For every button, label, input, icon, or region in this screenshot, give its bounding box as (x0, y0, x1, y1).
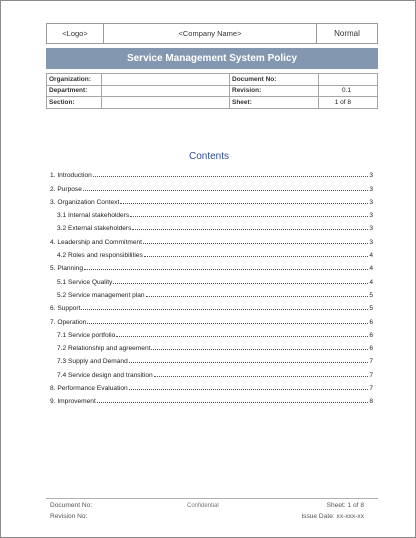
table-of-contents (50, 166, 373, 405)
toc-page-number: 3 (369, 225, 373, 233)
toc-leader-dots (151, 349, 368, 350)
toc-entry[interactable] (50, 286, 373, 299)
toc-page-number: 3 (369, 172, 373, 180)
toc-entry-text: 2. Purpose (50, 185, 82, 193)
section-label: Section: (47, 97, 102, 109)
toc-entry-text: 3.1 Internal stakeholders (57, 212, 130, 220)
toc-page-number: 3 (369, 238, 373, 246)
toc-leader-dots (93, 176, 369, 177)
toc-leader-dots (97, 402, 369, 403)
sheet-label: Sheet: (230, 97, 319, 109)
toc-leader-dots (81, 309, 368, 310)
toc-page-number: 4 (369, 278, 373, 286)
contents-heading: Contents (188, 151, 230, 162)
toc-leader-dots (113, 283, 368, 284)
toc-entry[interactable] (50, 392, 373, 405)
toc-entry-text: 1. Introduction (50, 172, 92, 180)
meta-row (47, 74, 378, 86)
toc-leader-dots (144, 256, 369, 257)
meta-row (47, 97, 378, 109)
toc-leader-dots (129, 389, 369, 390)
toc-entry-text: 3. Organization Context (50, 198, 120, 206)
toc-page-number: 7 (369, 358, 373, 366)
organization-value (102, 74, 230, 86)
department-label: Department: (47, 85, 102, 97)
toc-page-number: 4 (369, 252, 373, 260)
toc-page-number: 5 (369, 291, 373, 299)
footer-confidential: Confidential (187, 503, 219, 509)
revision-value: 0.1 (319, 85, 378, 97)
toc-leader-dots (129, 362, 369, 363)
toc-page-number: 6 (369, 331, 373, 339)
toc-entry-text: 6. Support (50, 305, 81, 313)
toc-entry[interactable] (50, 259, 373, 272)
toc-leader-dots (143, 243, 368, 244)
toc-leader-dots (154, 376, 369, 377)
toc-entry[interactable] (50, 352, 373, 365)
toc-entry[interactable] (50, 326, 373, 339)
toc-entry-text: 8. Performance Evaluation (50, 385, 128, 393)
toc-leader-dots (83, 190, 368, 191)
toc-leader-dots (132, 229, 368, 230)
toc-entry[interactable] (50, 272, 373, 285)
meta-row (47, 85, 378, 97)
document-title: Service Management System Policy (46, 48, 378, 69)
toc-page-number: 5 (369, 305, 373, 313)
toc-entry-text: 5.1 Service Quality (57, 278, 113, 286)
toc-entry-text: 7.1 Service portfolio (57, 331, 116, 339)
toc-entry[interactable] (50, 166, 373, 179)
toc-entry-text: 5.2 Service management plan (57, 291, 145, 299)
footer-divider (46, 498, 378, 499)
toc-leader-dots (84, 269, 368, 270)
toc-entry[interactable] (50, 365, 373, 378)
footer-sheet: Sheet: 1 of 8 (326, 502, 364, 509)
logo-placeholder: <Logo> (47, 24, 104, 43)
classification-label: Normal (334, 29, 360, 38)
toc-page-number: 3 (369, 185, 373, 193)
toc-entry[interactable] (50, 193, 373, 206)
toc-entry[interactable] (50, 339, 373, 352)
toc-page-number: 8 (369, 398, 373, 406)
toc-entry[interactable] (50, 312, 373, 325)
toc-entry[interactable] (50, 299, 373, 312)
footer-revision-no: Revision No: (50, 513, 88, 520)
toc-page-number: 6 (369, 318, 373, 326)
company-name: <Company Name> (104, 24, 317, 43)
toc-entry[interactable] (50, 206, 373, 219)
toc-entry-text: 4. Leadership and Commitment (50, 238, 142, 246)
toc-entry[interactable] (50, 379, 373, 392)
toc-leader-dots (87, 323, 368, 324)
toc-page-number: 7 (369, 371, 373, 379)
document-no-value (319, 74, 378, 86)
toc-entry[interactable] (50, 179, 373, 192)
toc-page-number: 7 (369, 385, 373, 393)
toc-leader-dots (116, 336, 368, 337)
toc-entry-text: 4.2 Roles and responsibilities (57, 252, 143, 260)
document-meta-table (46, 73, 378, 109)
footer-document-no: Document No: (50, 502, 93, 509)
department-value (102, 85, 230, 97)
toc-entry-text: 3.2 External stakeholders (57, 225, 132, 233)
toc-page-number: 3 (369, 212, 373, 220)
toc-page-number: 4 (369, 265, 373, 273)
header-table (46, 23, 378, 44)
toc-entry-text: 7.4 Service design and transition (57, 371, 153, 379)
toc-entry[interactable] (50, 219, 373, 232)
section-value (102, 97, 230, 109)
toc-entry-text: 5. Planning (50, 265, 83, 273)
toc-entry-text: 7.3 Supply and Demand (57, 358, 128, 366)
toc-leader-dots (146, 296, 369, 297)
toc-entry[interactable] (50, 246, 373, 259)
sheet-value: 1 of 8 (319, 97, 378, 109)
document-no-label: Document No: (230, 74, 319, 86)
organization-label: Organization: (47, 74, 102, 86)
toc-page-number: 6 (369, 345, 373, 353)
toc-leader-dots (130, 216, 368, 217)
toc-leader-dots (120, 203, 368, 204)
toc-entry-text: 9. Improvement (50, 398, 96, 406)
toc-page-number: 3 (369, 198, 373, 206)
revision-label: Revision: (230, 85, 319, 97)
toc-entry[interactable] (50, 232, 373, 245)
toc-entry-text: 7.2 Relationship and agreement (57, 345, 151, 353)
toc-entry-text: 7. Operation (50, 318, 87, 326)
footer-issue-date: Issue Date: xx-xxx-xx (301, 513, 364, 520)
